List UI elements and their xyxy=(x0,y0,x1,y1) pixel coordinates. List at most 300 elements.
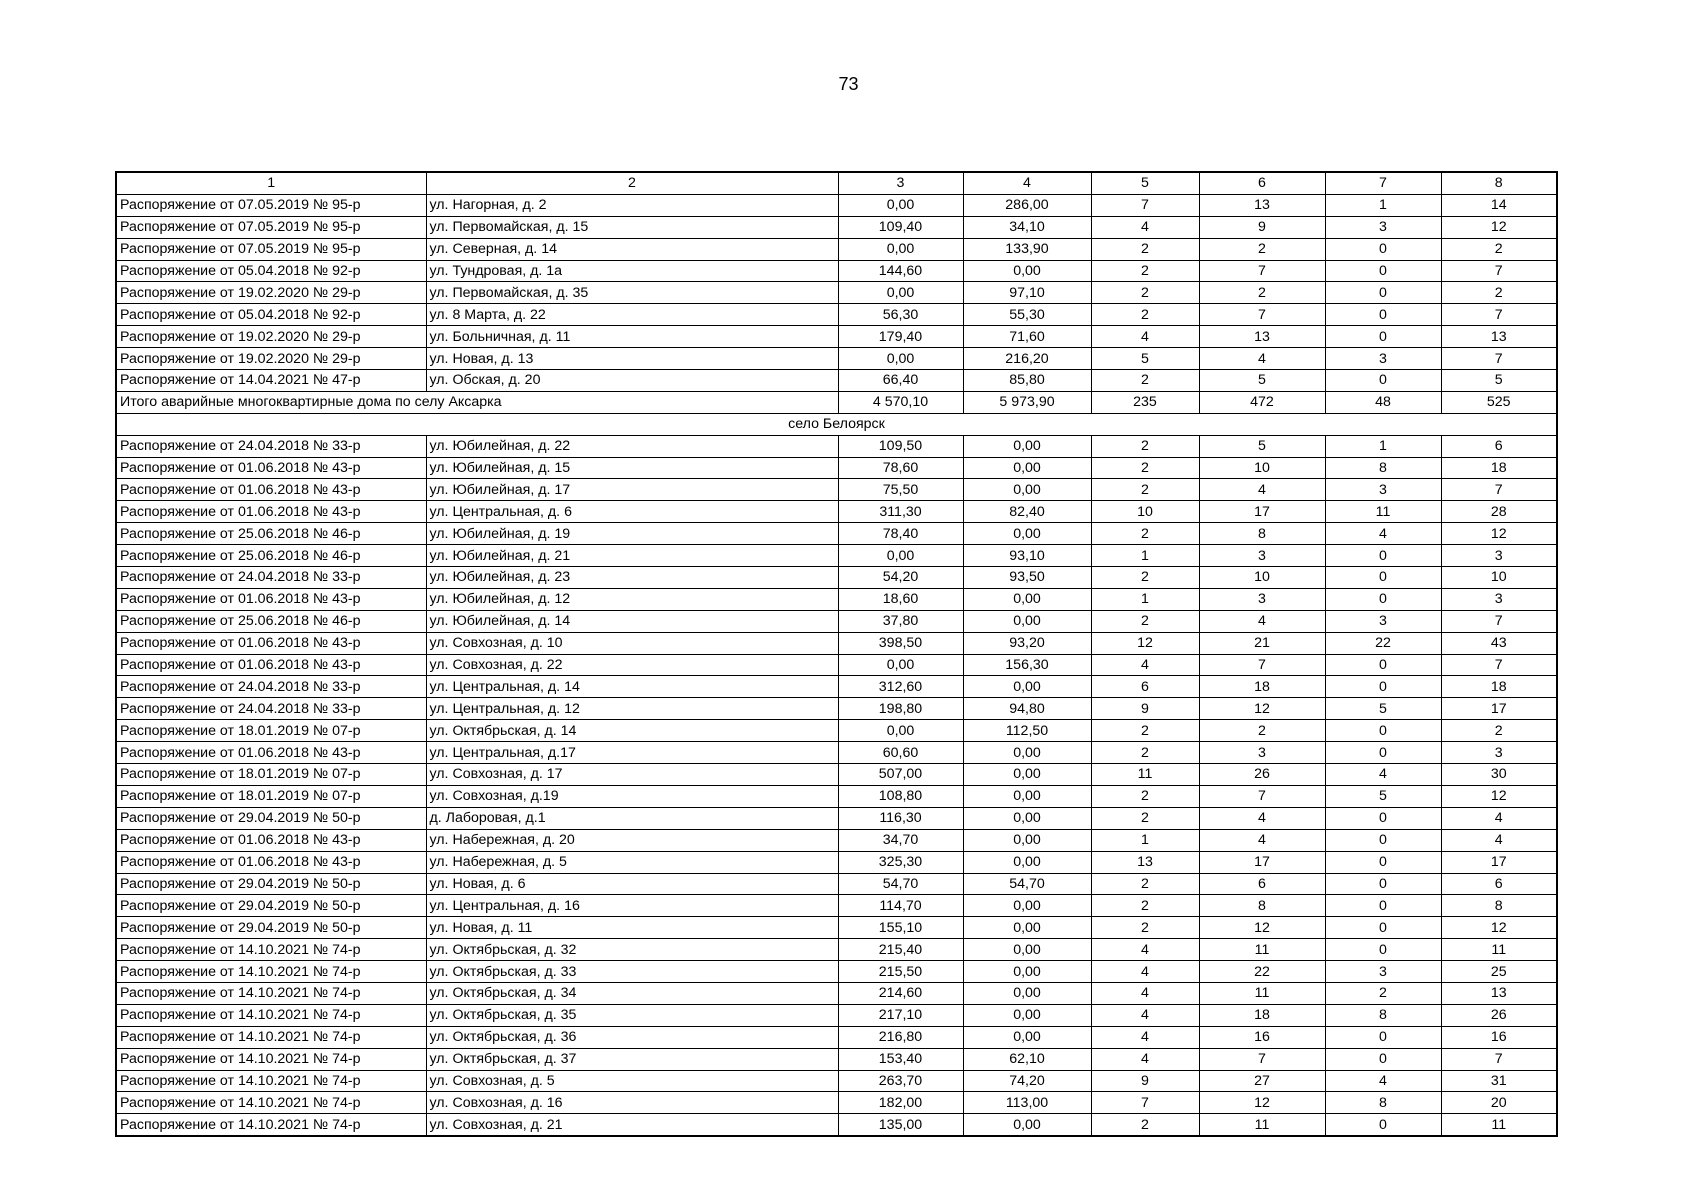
houses-cell: 4 xyxy=(1091,216,1199,238)
value7-cell: 3 xyxy=(1325,479,1441,501)
value7-cell: 0 xyxy=(1325,238,1441,260)
area2-cell: 0,00 xyxy=(963,610,1091,632)
residents-cell: 7 xyxy=(1199,304,1325,326)
area2-cell: 0,00 xyxy=(963,457,1091,479)
area-cell: 216,80 xyxy=(838,1026,963,1048)
value8-cell: 16 xyxy=(1441,1026,1557,1048)
column-number-header-row xyxy=(116,172,1557,194)
address-cell: ул. Совхозная, д. 17 xyxy=(426,764,838,786)
order-cell: Распоряжение от 14.10.2021 № 74-р xyxy=(116,1048,426,1070)
area2-cell: 133,90 xyxy=(963,238,1091,260)
area2-cell: 0,00 xyxy=(963,764,1091,786)
address-cell: ул. Совхозная, д. 16 xyxy=(426,1092,838,1114)
order-cell: Распоряжение от 18.01.2019 № 07-р xyxy=(116,764,426,786)
houses-cell: 7 xyxy=(1091,1092,1199,1114)
houses-cell: 7 xyxy=(1091,194,1199,216)
address-cell: ул. Юбилейная, д. 21 xyxy=(426,545,838,567)
page-number: 73 xyxy=(838,74,859,94)
order-cell: Распоряжение от 25.06.2018 № 46-р xyxy=(116,545,426,567)
value7-cell: 1 xyxy=(1325,435,1441,457)
order-cell: Распоряжение от 29.04.2019 № 50-р xyxy=(116,895,426,917)
area2-cell: 0,00 xyxy=(963,917,1091,939)
area-cell: 155,10 xyxy=(838,917,963,939)
value8-cell: 3 xyxy=(1441,545,1557,567)
area-cell: 54,70 xyxy=(838,873,963,895)
order-cell: Распоряжение от 01.06.2018 № 43-р xyxy=(116,479,426,501)
table-row xyxy=(116,567,1557,589)
table-row xyxy=(116,982,1557,1004)
residents-cell: 2 xyxy=(1199,238,1325,260)
value7-cell: 3 xyxy=(1325,610,1441,632)
value7-cell: 8 xyxy=(1325,1004,1441,1026)
total-value-cell: 5 973,90 xyxy=(963,391,1091,413)
order-cell: Распоряжение от 05.04.2018 № 92-р xyxy=(116,304,426,326)
order-cell: Распоряжение от 01.06.2018 № 43-р xyxy=(116,588,426,610)
residents-cell: 4 xyxy=(1199,829,1325,851)
residents-cell: 4 xyxy=(1199,479,1325,501)
table-row xyxy=(116,654,1557,676)
area2-cell: 0,00 xyxy=(963,829,1091,851)
residents-cell: 4 xyxy=(1199,610,1325,632)
residents-cell: 11 xyxy=(1199,1114,1325,1136)
houses-cell: 2 xyxy=(1091,1114,1199,1136)
value7-cell: 0 xyxy=(1325,720,1441,742)
houses-cell: 2 xyxy=(1091,479,1199,501)
address-cell: ул. Совхозная, д. 10 xyxy=(426,632,838,654)
area-cell: 0,00 xyxy=(838,545,963,567)
residents-cell: 5 xyxy=(1199,370,1325,392)
address-cell: ул. Юбилейная, д. 22 xyxy=(426,435,838,457)
order-cell: Распоряжение от 07.05.2019 № 95-р xyxy=(116,216,426,238)
value8-cell: 6 xyxy=(1441,873,1557,895)
table-row xyxy=(116,851,1557,873)
area-cell: 325,30 xyxy=(838,851,963,873)
order-cell: Распоряжение от 14.10.2021 № 74-р xyxy=(116,982,426,1004)
area2-cell: 82,40 xyxy=(963,501,1091,523)
total-value-cell: 235 xyxy=(1091,391,1199,413)
area-cell: 311,30 xyxy=(838,501,963,523)
value8-cell: 12 xyxy=(1441,785,1557,807)
area2-cell: 156,30 xyxy=(963,654,1091,676)
table-row xyxy=(116,435,1557,457)
area-cell: 54,20 xyxy=(838,567,963,589)
address-cell: ул. Центральная, д. 6 xyxy=(426,501,838,523)
value7-cell: 5 xyxy=(1325,785,1441,807)
address-cell: ул. Юбилейная, д. 17 xyxy=(426,479,838,501)
header-cell: 2 xyxy=(426,172,838,194)
value7-cell: 8 xyxy=(1325,1092,1441,1114)
residents-cell: 10 xyxy=(1199,567,1325,589)
houses-cell: 4 xyxy=(1091,961,1199,983)
address-cell: ул. Центральная, д.17 xyxy=(426,742,838,764)
value7-cell: 3 xyxy=(1325,348,1441,370)
value7-cell: 4 xyxy=(1325,764,1441,786)
residents-cell: 18 xyxy=(1199,676,1325,698)
value8-cell: 7 xyxy=(1441,260,1557,282)
order-cell: Распоряжение от 19.02.2020 № 29-р xyxy=(116,326,426,348)
residents-cell: 7 xyxy=(1199,260,1325,282)
value8-cell: 13 xyxy=(1441,982,1557,1004)
address-cell: ул. Центральная, д. 12 xyxy=(426,698,838,720)
area2-cell: 0,00 xyxy=(963,435,1091,457)
table-row xyxy=(116,632,1557,654)
area-cell: 398,50 xyxy=(838,632,963,654)
address-cell: ул. Центральная, д. 14 xyxy=(426,676,838,698)
area-cell: 215,40 xyxy=(838,939,963,961)
area-cell: 116,30 xyxy=(838,807,963,829)
total-value-cell: 525 xyxy=(1441,391,1557,413)
houses-cell: 2 xyxy=(1091,370,1199,392)
houses-cell: 1 xyxy=(1091,588,1199,610)
value7-cell: 0 xyxy=(1325,545,1441,567)
area2-cell: 85,80 xyxy=(963,370,1091,392)
value8-cell: 5 xyxy=(1441,370,1557,392)
value8-cell: 13 xyxy=(1441,326,1557,348)
address-cell: д. Лаборовая, д.1 xyxy=(426,807,838,829)
area2-cell: 93,50 xyxy=(963,567,1091,589)
area2-cell: 0,00 xyxy=(963,1004,1091,1026)
area2-cell: 97,10 xyxy=(963,282,1091,304)
residents-cell: 2 xyxy=(1199,282,1325,304)
area2-cell: 71,60 xyxy=(963,326,1091,348)
area-cell: 214,60 xyxy=(838,982,963,1004)
residents-cell: 9 xyxy=(1199,216,1325,238)
area2-cell: 286,00 xyxy=(963,194,1091,216)
address-cell: ул. Октябрьская, д. 36 xyxy=(426,1026,838,1048)
value8-cell: 17 xyxy=(1441,698,1557,720)
order-cell: Распоряжение от 14.10.2021 № 74-р xyxy=(116,961,426,983)
area-cell: 153,40 xyxy=(838,1048,963,1070)
address-cell: ул. Юбилейная, д. 12 xyxy=(426,588,838,610)
residents-cell: 4 xyxy=(1199,348,1325,370)
residents-cell: 7 xyxy=(1199,654,1325,676)
value8-cell: 7 xyxy=(1441,1048,1557,1070)
table-row xyxy=(116,610,1557,632)
value8-cell: 8 xyxy=(1441,895,1557,917)
residents-cell: 10 xyxy=(1199,457,1325,479)
houses-cell: 2 xyxy=(1091,807,1199,829)
value7-cell: 3 xyxy=(1325,216,1441,238)
total-value-cell: 4 570,10 xyxy=(838,391,963,413)
table-row xyxy=(116,216,1557,238)
area2-cell: 0,00 xyxy=(963,982,1091,1004)
table-row xyxy=(116,326,1557,348)
table-row xyxy=(116,917,1557,939)
order-cell: Распоряжение от 07.05.2019 № 95-р xyxy=(116,238,426,260)
address-cell: ул. Октябрьская, д. 34 xyxy=(426,982,838,1004)
address-cell: ул. 8 Марта, д. 22 xyxy=(426,304,838,326)
table-row xyxy=(116,698,1557,720)
residents-cell: 7 xyxy=(1199,785,1325,807)
total-value-cell: 48 xyxy=(1325,391,1441,413)
address-cell: ул. Набережная, д. 20 xyxy=(426,829,838,851)
value7-cell: 0 xyxy=(1325,304,1441,326)
value7-cell: 0 xyxy=(1325,1026,1441,1048)
area2-cell: 0,00 xyxy=(963,676,1091,698)
area-cell: 60,60 xyxy=(838,742,963,764)
value7-cell: 0 xyxy=(1325,282,1441,304)
table-body xyxy=(116,172,1557,1136)
area-cell: 144,60 xyxy=(838,260,963,282)
area2-cell: 0,00 xyxy=(963,961,1091,983)
area2-cell: 54,70 xyxy=(963,873,1091,895)
area-cell: 34,70 xyxy=(838,829,963,851)
value7-cell: 0 xyxy=(1325,851,1441,873)
residents-cell: 11 xyxy=(1199,939,1325,961)
area-cell: 182,00 xyxy=(838,1092,963,1114)
value7-cell: 8 xyxy=(1325,457,1441,479)
value7-cell: 0 xyxy=(1325,676,1441,698)
houses-cell: 12 xyxy=(1091,632,1199,654)
value8-cell: 2 xyxy=(1441,720,1557,742)
residents-cell: 7 xyxy=(1199,1048,1325,1070)
area-cell: 37,80 xyxy=(838,610,963,632)
table-row xyxy=(116,1092,1557,1114)
address-cell: ул. Нагорная, д. 2 xyxy=(426,194,838,216)
value8-cell: 11 xyxy=(1441,939,1557,961)
residents-cell: 22 xyxy=(1199,961,1325,983)
area2-cell: 0,00 xyxy=(963,785,1091,807)
area-cell: 263,70 xyxy=(838,1070,963,1092)
area2-cell: 34,10 xyxy=(963,216,1091,238)
table-row xyxy=(116,895,1557,917)
order-cell: Распоряжение от 01.06.2018 № 43-р xyxy=(116,829,426,851)
value7-cell: 0 xyxy=(1325,260,1441,282)
value8-cell: 43 xyxy=(1441,632,1557,654)
header-cell: 4 xyxy=(963,172,1091,194)
residents-cell: 11 xyxy=(1199,982,1325,1004)
table-row xyxy=(116,1070,1557,1092)
value7-cell: 4 xyxy=(1325,523,1441,545)
value7-cell: 22 xyxy=(1325,632,1441,654)
residents-cell: 18 xyxy=(1199,1004,1325,1026)
value7-cell: 0 xyxy=(1325,939,1441,961)
section-header-row xyxy=(116,413,1557,435)
value8-cell: 12 xyxy=(1441,216,1557,238)
area2-cell: 0,00 xyxy=(963,588,1091,610)
area2-cell: 62,10 xyxy=(963,1048,1091,1070)
area2-cell: 112,50 xyxy=(963,720,1091,742)
address-cell: ул. Набережная, д. 5 xyxy=(426,851,838,873)
order-cell: Распоряжение от 25.06.2018 № 46-р xyxy=(116,610,426,632)
order-cell: Распоряжение от 14.10.2021 № 74-р xyxy=(116,1070,426,1092)
area-cell: 135,00 xyxy=(838,1114,963,1136)
value7-cell: 0 xyxy=(1325,917,1441,939)
value7-cell: 5 xyxy=(1325,698,1441,720)
area-cell: 56,30 xyxy=(838,304,963,326)
area-cell: 18,60 xyxy=(838,588,963,610)
address-cell: ул. Тундровая, д. 1а xyxy=(426,260,838,282)
total-value-cell: 472 xyxy=(1199,391,1325,413)
value8-cell: 12 xyxy=(1441,523,1557,545)
area-cell: 0,00 xyxy=(838,654,963,676)
value7-cell: 0 xyxy=(1325,829,1441,851)
area2-cell: 74,20 xyxy=(963,1070,1091,1092)
order-cell: Распоряжение от 01.06.2018 № 43-р xyxy=(116,851,426,873)
residents-cell: 17 xyxy=(1199,851,1325,873)
table-row xyxy=(116,1026,1557,1048)
order-cell: Распоряжение от 24.04.2018 № 33-р xyxy=(116,698,426,720)
value8-cell: 18 xyxy=(1441,457,1557,479)
value7-cell: 0 xyxy=(1325,807,1441,829)
table-row xyxy=(116,720,1557,742)
area2-cell: 113,00 xyxy=(963,1092,1091,1114)
value7-cell: 0 xyxy=(1325,370,1441,392)
houses-cell: 4 xyxy=(1091,1004,1199,1026)
value7-cell: 0 xyxy=(1325,1048,1441,1070)
value8-cell: 26 xyxy=(1441,1004,1557,1026)
value7-cell: 3 xyxy=(1325,961,1441,983)
address-cell: ул. Октябрьская, д. 14 xyxy=(426,720,838,742)
residents-cell: 16 xyxy=(1199,1026,1325,1048)
value8-cell: 7 xyxy=(1441,654,1557,676)
address-cell: ул. Октябрьская, д. 37 xyxy=(426,1048,838,1070)
area-cell: 66,40 xyxy=(838,370,963,392)
table-row xyxy=(116,873,1557,895)
address-cell: ул. Октябрьская, д. 35 xyxy=(426,1004,838,1026)
value7-cell: 0 xyxy=(1325,326,1441,348)
value7-cell: 2 xyxy=(1325,982,1441,1004)
address-cell: ул. Совхозная, д. 21 xyxy=(426,1114,838,1136)
address-cell: ул. Обская, д. 20 xyxy=(426,370,838,392)
address-cell: ул. Северная, д. 14 xyxy=(426,238,838,260)
value8-cell: 11 xyxy=(1441,1114,1557,1136)
residents-cell: 27 xyxy=(1199,1070,1325,1092)
order-cell: Распоряжение от 14.10.2021 № 74-р xyxy=(116,1004,426,1026)
houses-cell: 2 xyxy=(1091,457,1199,479)
address-cell: ул. Совхозная, д.19 xyxy=(426,785,838,807)
address-cell: ул. Первомайская, д. 15 xyxy=(426,216,838,238)
area2-cell: 0,00 xyxy=(963,895,1091,917)
value7-cell: 1 xyxy=(1325,194,1441,216)
address-cell: ул. Юбилейная, д. 23 xyxy=(426,567,838,589)
total-label: Итого аварийные многоквартирные дома по селу Аксарка xyxy=(116,391,426,413)
address-cell: ул. Новая, д. 13 xyxy=(426,348,838,370)
residents-cell: 4 xyxy=(1199,807,1325,829)
area2-cell: 0,00 xyxy=(963,479,1091,501)
value8-cell: 17 xyxy=(1441,851,1557,873)
order-cell: Распоряжение от 05.04.2018 № 92-р xyxy=(116,260,426,282)
houses-cell: 4 xyxy=(1091,326,1199,348)
address-cell: ул. Совхозная, д. 22 xyxy=(426,654,838,676)
houses-cell: 2 xyxy=(1091,304,1199,326)
header-cell: 8 xyxy=(1441,172,1557,194)
value8-cell: 25 xyxy=(1441,961,1557,983)
value7-cell: 0 xyxy=(1325,742,1441,764)
table-row xyxy=(116,501,1557,523)
order-cell: Распоряжение от 24.04.2018 № 33-р xyxy=(116,676,426,698)
area-cell: 0,00 xyxy=(838,282,963,304)
table-row xyxy=(116,961,1557,983)
area-cell: 78,40 xyxy=(838,523,963,545)
address-cell: ул. Новая, д. 11 xyxy=(426,917,838,939)
value8-cell: 6 xyxy=(1441,435,1557,457)
header-cell: 6 xyxy=(1199,172,1325,194)
order-cell: Распоряжение от 14.10.2021 № 74-р xyxy=(116,1026,426,1048)
value7-cell: 0 xyxy=(1325,654,1441,676)
emergency-housing-table xyxy=(115,171,1558,1137)
area-cell: 198,80 xyxy=(838,698,963,720)
order-cell: Распоряжение от 25.06.2018 № 46-р xyxy=(116,523,426,545)
table-row xyxy=(116,785,1557,807)
table-row xyxy=(116,523,1557,545)
order-cell: Распоряжение от 24.04.2018 № 33-р xyxy=(116,567,426,589)
value8-cell: 3 xyxy=(1441,742,1557,764)
area2-cell: 94,80 xyxy=(963,698,1091,720)
houses-cell: 4 xyxy=(1091,1048,1199,1070)
houses-cell: 2 xyxy=(1091,238,1199,260)
order-cell: Распоряжение от 14.10.2021 № 74-р xyxy=(116,939,426,961)
houses-cell: 2 xyxy=(1091,917,1199,939)
table-row xyxy=(116,194,1557,216)
houses-cell: 2 xyxy=(1091,873,1199,895)
houses-cell: 4 xyxy=(1091,939,1199,961)
table-row xyxy=(116,304,1557,326)
value8-cell: 18 xyxy=(1441,676,1557,698)
value7-cell: 4 xyxy=(1325,1070,1441,1092)
area2-cell: 0,00 xyxy=(963,851,1091,873)
order-cell: Распоряжение от 29.04.2019 № 50-р xyxy=(116,807,426,829)
houses-cell: 2 xyxy=(1091,567,1199,589)
area2-cell: 0,00 xyxy=(963,260,1091,282)
address-cell: ул. Юбилейная, д. 19 xyxy=(426,523,838,545)
order-cell: Распоряжение от 01.06.2018 № 43-р xyxy=(116,501,426,523)
address-cell: ул. Центральная, д. 16 xyxy=(426,895,838,917)
residents-cell: 17 xyxy=(1199,501,1325,523)
houses-cell: 1 xyxy=(1091,829,1199,851)
header-cell: 3 xyxy=(838,172,963,194)
houses-cell: 2 xyxy=(1091,260,1199,282)
value8-cell: 10 xyxy=(1441,567,1557,589)
address-cell: ул. Юбилейная, д. 14 xyxy=(426,610,838,632)
residents-cell: 2 xyxy=(1199,720,1325,742)
area-cell: 108,80 xyxy=(838,785,963,807)
order-cell: Распоряжение от 14.10.2021 № 74-р xyxy=(116,1114,426,1136)
residents-cell: 3 xyxy=(1199,588,1325,610)
residents-cell: 3 xyxy=(1199,742,1325,764)
order-cell: Распоряжение от 19.02.2020 № 29-р xyxy=(116,282,426,304)
area-cell: 0,00 xyxy=(838,194,963,216)
table-row xyxy=(116,457,1557,479)
area2-cell: 0,00 xyxy=(963,742,1091,764)
houses-cell: 2 xyxy=(1091,435,1199,457)
residents-cell: 13 xyxy=(1199,194,1325,216)
residents-cell: 26 xyxy=(1199,764,1325,786)
value7-cell: 11 xyxy=(1325,501,1441,523)
residents-cell: 12 xyxy=(1199,917,1325,939)
table-row xyxy=(116,588,1557,610)
value8-cell: 3 xyxy=(1441,588,1557,610)
order-cell: Распоряжение от 18.01.2019 № 07-р xyxy=(116,720,426,742)
area-cell: 75,50 xyxy=(838,479,963,501)
value7-cell: 0 xyxy=(1325,1114,1441,1136)
area2-cell: 0,00 xyxy=(963,1114,1091,1136)
residents-cell: 8 xyxy=(1199,523,1325,545)
area-cell: 179,40 xyxy=(838,326,963,348)
value8-cell: 14 xyxy=(1441,194,1557,216)
table-row xyxy=(116,370,1557,392)
area-cell: 312,60 xyxy=(838,676,963,698)
houses-cell: 2 xyxy=(1091,895,1199,917)
area2-cell: 0,00 xyxy=(963,939,1091,961)
residents-cell: 13 xyxy=(1199,326,1325,348)
area2-cell: 0,00 xyxy=(963,807,1091,829)
value8-cell: 2 xyxy=(1441,238,1557,260)
houses-cell: 2 xyxy=(1091,742,1199,764)
area-cell: 215,50 xyxy=(838,961,963,983)
area2-cell: 0,00 xyxy=(963,1026,1091,1048)
area-cell: 109,40 xyxy=(838,216,963,238)
